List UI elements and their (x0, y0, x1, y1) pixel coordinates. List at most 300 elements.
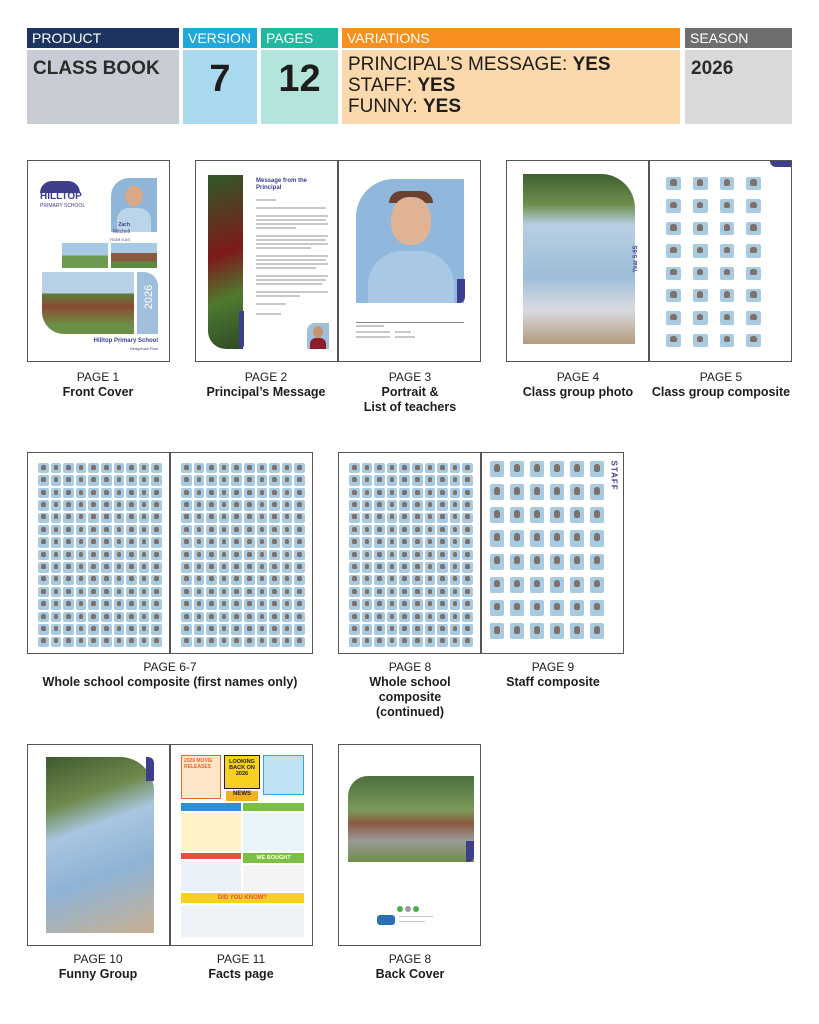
portrait-thumb (437, 637, 448, 647)
portrait-thumb (257, 562, 268, 572)
portrait-thumb (38, 488, 49, 498)
portrait-thumb (437, 575, 448, 585)
portrait-thumb (76, 525, 87, 535)
portrait-thumb (693, 289, 708, 302)
portrait-thumb (88, 500, 99, 510)
portrait-thumb (550, 577, 564, 593)
portrait-thumb (550, 600, 564, 616)
portrait-thumb (590, 484, 604, 500)
portrait-thumb (244, 513, 255, 523)
portrait-thumb (590, 623, 604, 639)
portrait-thumb (450, 550, 461, 560)
portrait-thumb (550, 530, 564, 546)
facts-panel-3 (181, 861, 241, 891)
portrait-thumb (231, 612, 242, 622)
portrait-thumb (257, 525, 268, 535)
cover-playground-photo (62, 243, 108, 268)
portrait-thumb (425, 500, 436, 510)
portrait-thumb (139, 587, 150, 597)
portrait-thumb (437, 488, 448, 498)
portrait-thumb (231, 599, 242, 609)
portrait-thumb (362, 488, 373, 498)
portrait-thumb (206, 463, 217, 473)
portrait-thumb (126, 612, 137, 622)
portrait-thumb (425, 624, 436, 634)
portrait-thumb (450, 599, 461, 609)
portrait-thumb (51, 562, 62, 572)
variations-column (342, 28, 680, 124)
portrait-thumb (294, 599, 305, 609)
portrait-thumb (362, 550, 373, 560)
facts-movies: 2026 MOVIE RELEASES (184, 758, 213, 770)
portrait-thumb (38, 537, 49, 547)
portrait-thumb (412, 500, 423, 510)
product-label: PRODUCT (27, 28, 179, 48)
portrait-thumb (720, 244, 735, 257)
portrait-thumb (181, 463, 192, 473)
portrait-thumb (387, 463, 398, 473)
portrait-thumb (101, 637, 112, 647)
portrait-thumb (63, 562, 74, 572)
portrait-thumb (530, 623, 544, 639)
portrait-thumb (114, 488, 125, 498)
portrait-thumb (206, 488, 217, 498)
portrait-thumb (437, 612, 448, 622)
portrait-thumb (510, 530, 524, 546)
page-school-composite-6 (27, 452, 170, 654)
portrait-thumb (570, 554, 584, 570)
portrait-thumb (231, 637, 242, 647)
portrait-thumb (387, 513, 398, 523)
portrait-thumb (76, 599, 87, 609)
portrait-thumb (206, 513, 217, 523)
portrait-thumb (88, 475, 99, 485)
portrait-thumb (282, 587, 293, 597)
portrait-thumb (693, 267, 708, 280)
portrait-thumb (450, 537, 461, 547)
portrait-thumb (450, 500, 461, 510)
portrait-thumb (387, 500, 398, 510)
portrait-thumb (257, 488, 268, 498)
portrait-thumb (462, 612, 473, 622)
portrait-thumb (257, 599, 268, 609)
variation-principal: PRINCIPAL’S MESSAGE: YES (348, 54, 611, 75)
portrait-thumb (387, 475, 398, 485)
portrait-thumb (38, 587, 49, 597)
portrait-thumb (194, 537, 205, 547)
portrait-thumb (126, 575, 137, 585)
portrait-thumb (269, 612, 280, 622)
portrait-thumb (490, 554, 504, 570)
portrait-thumb (462, 599, 473, 609)
portrait-thumb (590, 600, 604, 616)
portrait-thumb (387, 612, 398, 622)
portrait-thumb (550, 461, 564, 477)
portrait-thumb (244, 562, 255, 572)
portrait-thumb (294, 587, 305, 597)
portrait-thumb (269, 525, 280, 535)
portrait-thumb (151, 513, 162, 523)
portrait-thumb (437, 513, 448, 523)
message-title-2: Principal (256, 185, 282, 191)
portrait-thumb (425, 575, 436, 585)
portrait-thumb (126, 500, 137, 510)
portrait-thumb (282, 488, 293, 498)
portrait-thumb (114, 513, 125, 523)
cover-building-photo (111, 243, 157, 268)
portrait-thumb (374, 599, 385, 609)
portrait-thumb (114, 500, 125, 510)
facts-panel-4 (243, 865, 304, 891)
portrait-thumb (244, 624, 255, 634)
portrait-thumb (399, 624, 410, 634)
portrait-thumb (362, 612, 373, 622)
funny-group-photo (46, 757, 154, 933)
portrait-thumb (126, 587, 137, 597)
portrait-thumb (530, 554, 544, 570)
portrait-thumb (570, 507, 584, 523)
portrait-thumb (126, 624, 137, 634)
portrait-thumb (101, 612, 112, 622)
facts-right-box (263, 755, 304, 795)
portrait-thumb (269, 624, 280, 634)
portrait-thumb (294, 637, 305, 647)
portrait-thumb (151, 550, 162, 560)
portrait-thumb (139, 463, 150, 473)
portrait-thumb (51, 624, 62, 634)
portrait-thumb (362, 537, 373, 547)
portrait-thumb (374, 513, 385, 523)
portrait-thumb (257, 513, 268, 523)
caption-page-5: PAGE 5 Class group composite (651, 370, 791, 399)
portrait-thumb (282, 500, 293, 510)
portrait-thumb (462, 500, 473, 510)
portrait-thumb (151, 475, 162, 485)
school-composite-grid-8 (349, 463, 473, 647)
portrait-thumb (219, 612, 230, 622)
portrait-thumb (294, 612, 305, 622)
portrait-thumb (399, 575, 410, 585)
cover-logo: HILLTOP (40, 191, 82, 202)
portrait-thumb (63, 463, 74, 473)
portrait-thumb (746, 199, 761, 212)
portrait-thumb (282, 562, 293, 572)
portrait-thumb (194, 525, 205, 535)
portrait-thumb (693, 177, 708, 190)
portrait-thumb (387, 637, 398, 647)
portrait-thumb (570, 600, 584, 616)
portrait-thumb (746, 177, 761, 190)
portrait-thumb (490, 530, 504, 546)
school-composite-grid-7 (181, 463, 305, 647)
portrait-thumb (139, 537, 150, 547)
portrait-thumb (206, 575, 217, 585)
portrait-thumb (126, 513, 137, 523)
facts-looking-back: LOOKING BACK ON 2026 (229, 759, 255, 777)
portrait-thumb (151, 612, 162, 622)
portrait-thumb (412, 624, 423, 634)
facts-panel-1 (181, 813, 241, 851)
portrait-thumb (374, 612, 385, 622)
portrait-thumb (399, 500, 410, 510)
group-photo (523, 174, 635, 344)
cover-logo-sub: PRIMARY SCHOOL (40, 203, 86, 209)
variations-label: VARIATIONS (342, 28, 680, 48)
portrait-thumb (139, 575, 150, 585)
portrait-thumb (269, 599, 280, 609)
portrait-thumb (362, 475, 373, 485)
portrait-thumb (510, 484, 524, 500)
portrait-thumb (349, 500, 360, 510)
portrait-thumb (490, 461, 504, 477)
portrait-thumb (257, 463, 268, 473)
portrait-thumb (194, 599, 205, 609)
portrait-thumb (462, 475, 473, 485)
portrait-thumb (374, 637, 385, 647)
portrait-thumb (88, 599, 99, 609)
portrait-thumb (666, 244, 681, 257)
portrait-thumb (63, 475, 74, 485)
portrait-thumb (126, 463, 137, 473)
portrait-thumb (257, 575, 268, 585)
portrait-thumb (194, 475, 205, 485)
page-facts (170, 744, 313, 946)
portrait-thumb (437, 537, 448, 547)
portrait-thumb (76, 500, 87, 510)
portrait-thumb (374, 537, 385, 547)
portrait-thumb (387, 550, 398, 560)
portrait-thumb (63, 537, 74, 547)
portrait-thumb (231, 463, 242, 473)
portrait-thumb (269, 562, 280, 572)
portrait-thumb (63, 587, 74, 597)
portrait-thumb (181, 525, 192, 535)
portrait-thumb (374, 463, 385, 473)
portrait-thumb (63, 637, 74, 647)
portrait-thumb (269, 550, 280, 560)
portrait-thumb (114, 475, 125, 485)
portrait-thumb (362, 599, 373, 609)
portrait-thumb (244, 550, 255, 560)
portrait-thumb (181, 500, 192, 510)
portrait-thumb (219, 637, 230, 647)
portrait-thumb (151, 488, 162, 498)
portrait-thumb (244, 537, 255, 547)
portrait-thumb (462, 550, 473, 560)
portrait-thumb (231, 587, 242, 597)
portrait-thumb (181, 575, 192, 585)
portrait-thumb (294, 525, 305, 535)
funny-accent (146, 757, 154, 781)
portrait-thumb (38, 562, 49, 572)
page-back-cover (338, 744, 481, 946)
portrait-thumb (63, 513, 74, 523)
portrait-thumb (490, 600, 504, 616)
portrait-thumb (720, 267, 735, 280)
portrait-thumb (530, 507, 544, 523)
portrait-thumb (231, 500, 242, 510)
portrait-thumb (101, 624, 112, 634)
portrait-thumb (387, 562, 398, 572)
portrait-thumb (219, 513, 230, 523)
portrait-thumb (412, 537, 423, 547)
portrait-thumb (530, 600, 544, 616)
portrait-thumb (450, 525, 461, 535)
portrait-thumb (244, 575, 255, 585)
portrait-thumb (88, 624, 99, 634)
portrait-thumb (231, 525, 242, 535)
portrait-thumb (219, 562, 230, 572)
portrait-thumb (590, 530, 604, 546)
portrait-thumb (387, 587, 398, 597)
caption-page-10: PAGE 10 Funny Group (58, 952, 138, 981)
portrait-thumb (126, 537, 137, 547)
portrait-thumb (181, 587, 192, 597)
facts-panel-5 (181, 905, 304, 937)
portrait-thumb (257, 550, 268, 560)
facts-banner-1 (181, 803, 241, 811)
portrait-thumb (38, 513, 49, 523)
portrait-thumb (139, 612, 150, 622)
cover-year: YEAR 5-6S (109, 237, 130, 242)
portrait-thumb (399, 525, 410, 535)
portrait-thumb (101, 562, 112, 572)
portrait-thumb (570, 461, 584, 477)
portrait-thumb (282, 463, 293, 473)
portrait-thumb (450, 624, 461, 634)
variations-list (342, 50, 680, 124)
portrait-thumb (114, 575, 125, 585)
portrait-thumb (362, 513, 373, 523)
portrait-thumb (425, 537, 436, 547)
portrait-thumb (244, 637, 255, 647)
principal-photo (307, 323, 329, 349)
portrait-thumb (88, 513, 99, 523)
portrait-thumb (437, 500, 448, 510)
portrait-thumb (425, 463, 436, 473)
portrait-thumb (412, 463, 423, 473)
portrait-thumb (114, 599, 125, 609)
portrait-thumb (38, 550, 49, 560)
portrait-thumb (374, 575, 385, 585)
portrait-thumb (530, 577, 544, 593)
caption-page-4: PAGE 4 Class group photo (522, 370, 634, 399)
portrait-thumb (101, 488, 112, 498)
portrait-thumb (219, 537, 230, 547)
portrait-thumb (450, 513, 461, 523)
portrait-thumb (462, 637, 473, 647)
message-accent (239, 311, 244, 349)
portrait-thumb (76, 587, 87, 597)
facts-movies-box (181, 755, 221, 799)
caption-page-3: PAGE 3 Portrait & List of teachers (363, 370, 457, 414)
portrait-thumb (151, 500, 162, 510)
portrait-thumb (194, 513, 205, 523)
portrait-thumb (349, 513, 360, 523)
message-title: Message from the (256, 178, 308, 184)
portrait-thumb (114, 463, 125, 473)
portrait-thumb (437, 599, 448, 609)
portrait-thumb (693, 199, 708, 212)
portrait-thumb (139, 500, 150, 510)
portrait-thumb (206, 587, 217, 597)
portrait-thumb (349, 624, 360, 634)
portrait-thumb (412, 475, 423, 485)
portrait-thumb (570, 484, 584, 500)
portrait-thumb (399, 488, 410, 498)
portrait-thumb (462, 562, 473, 572)
portrait-thumb (181, 612, 192, 622)
portrait-thumb (462, 463, 473, 473)
portrait-thumb (101, 575, 112, 585)
portrait-thumb (194, 637, 205, 647)
caption-page-9: PAGE 9 Staff composite (506, 660, 600, 689)
portrait-thumb (181, 488, 192, 498)
portrait-thumb (412, 612, 423, 622)
portrait-thumb (425, 550, 436, 560)
back-cover-text (399, 916, 433, 917)
portrait-thumb (720, 289, 735, 302)
portrait-thumb (437, 587, 448, 597)
portrait-thumb (76, 537, 87, 547)
facts-panel-2 (243, 813, 304, 851)
portrait-thumb (269, 500, 280, 510)
portrait-thumb (88, 463, 99, 473)
portrait-thumb (450, 463, 461, 473)
portrait-thumb (219, 550, 230, 560)
portrait-thumb (151, 637, 162, 647)
portrait-thumb (349, 550, 360, 560)
portrait-thumb (746, 334, 761, 347)
portrait-thumb (294, 488, 305, 498)
portrait-thumb (63, 599, 74, 609)
portrait-thumb (181, 624, 192, 634)
class-composite-grid (666, 177, 761, 347)
back-cover-photo (348, 776, 474, 862)
portrait-thumb (425, 525, 436, 535)
portrait-thumb (88, 612, 99, 622)
portrait-thumb (244, 599, 255, 609)
portrait-thumb (412, 575, 423, 585)
portrait-thumb (294, 537, 305, 547)
portrait-thumb (88, 488, 99, 498)
caption-page-6-7: PAGE 6-7 Whole school composite (first names only) (42, 660, 298, 689)
portrait-thumb (462, 488, 473, 498)
group-side-label: Year 5-6S (633, 245, 639, 273)
portrait-thumb (269, 513, 280, 523)
portrait-thumb (206, 624, 217, 634)
portrait-thumb (231, 513, 242, 523)
portrait-thumb (510, 554, 524, 570)
portrait-thumb (139, 550, 150, 560)
portrait-thumb (666, 177, 681, 190)
portrait-thumb (693, 334, 708, 347)
portrait-thumb (570, 623, 584, 639)
portrait-thumb (219, 575, 230, 585)
portrait-thumb (151, 537, 162, 547)
portrait-thumb (151, 587, 162, 597)
portrait-thumb (257, 537, 268, 547)
season-column (685, 28, 792, 124)
portrait-thumb (231, 537, 242, 547)
portrait-thumb (399, 513, 410, 523)
portrait-thumb (244, 475, 255, 485)
school-composite-grid-6 (38, 463, 162, 647)
bottlebrush-photo (208, 175, 243, 349)
portrait-thumb (412, 599, 423, 609)
portrait-thumb (399, 562, 410, 572)
portrait-thumb (425, 562, 436, 572)
